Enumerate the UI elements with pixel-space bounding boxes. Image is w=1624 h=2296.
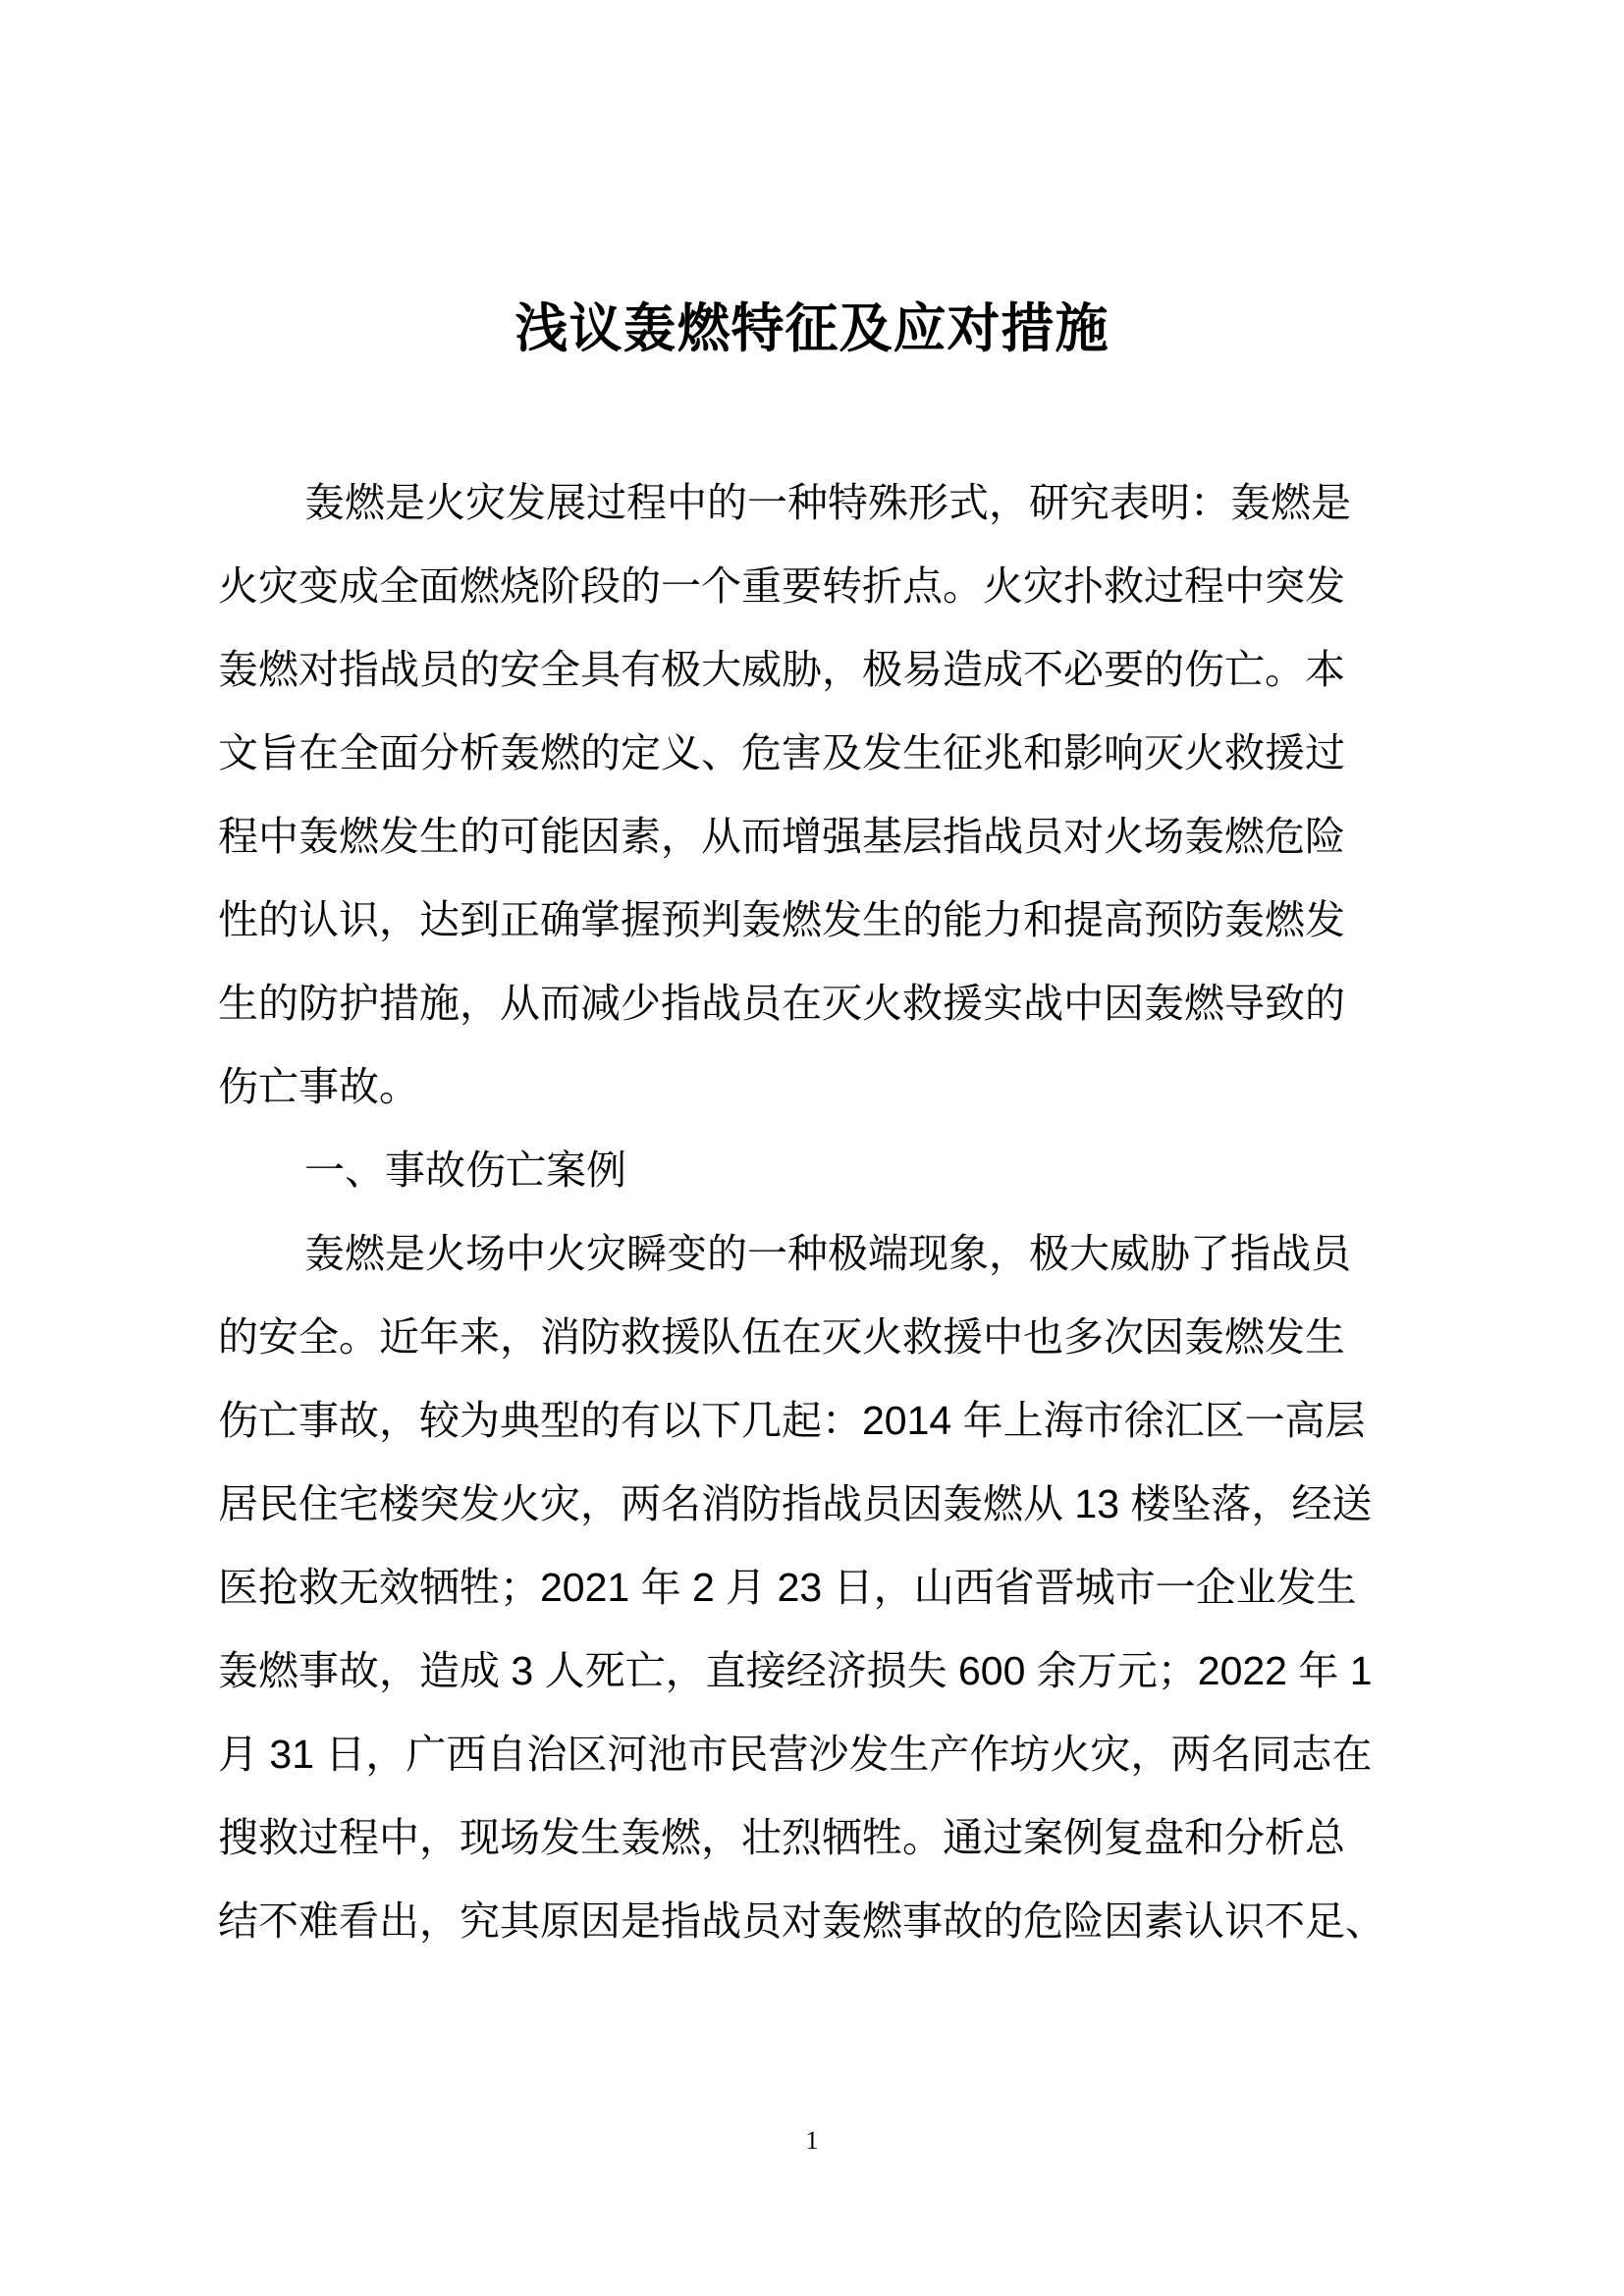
text-line: 生的防护措施，从而减少指战员在灭火救援实战中因轰燃导致的 — [218, 981, 1345, 1026]
text-line: 的安全。近年来，消防救援队伍在灭火救援中也多次因轰燃发生 — [218, 1314, 1345, 1360]
text-line: 医抢救无效牺牲；2021 年 2 月 23 日，山西省晋城市一企业发生 — [218, 1565, 1357, 1610]
text-line: 伤亡事故。 — [218, 1064, 419, 1109]
text-line: 程中轰燃发生的可能因素，从而增强基层指战员对火场轰燃危险 — [218, 814, 1345, 859]
paragraph-abstract — [218, 461, 1424, 1129]
text-line: 伤亡事故，较为典型的有以下几起：2014 年上海市徐汇区一高层 — [218, 1398, 1366, 1443]
text-line: 搜救过程中，现场发生轰燃，壮烈牺牲。通过案例复盘和分析总 — [218, 1815, 1345, 1860]
section-heading: 一、事故伤亡案例 — [304, 1148, 626, 1193]
text-line: 居民住宅楼突发火灾，两名消防指战员因轰燃从 13 楼坠落，经送 — [218, 1481, 1373, 1526]
text-line: 轰燃是火场中火灾瞬变的一种极端现象，极大威胁了指战员 — [304, 1231, 1351, 1276]
text-line: 火灾变成全面燃烧阶段的一个重要转折点。火灾扑救过程中突发 — [218, 563, 1345, 609]
paragraph-case-studies — [218, 1212, 1424, 1963]
text-line: 结不难看出，究其原因是指战员对轰燃事故的危险因素认识不足、 — [218, 1898, 1385, 1944]
text-line: 文旨在全面分析轰燃的定义、危害及发生征兆和影响灭火救援过 — [218, 730, 1345, 775]
text-line: 月 31 日，广西自治区河池市民营沙发生产作坊火灾，两名同志在 — [218, 1732, 1373, 1777]
page-number: 1 — [805, 2126, 819, 2155]
text-line: 轰燃是火灾发展过程中的一种特殊形式，研究表明：轰燃是 — [304, 480, 1351, 525]
text-line: 轰燃事故，造成 3 人死亡，直接经济损失 600 余万元；2022 年 1 — [218, 1648, 1373, 1693]
text-line: 轰燃对指战员的安全具有极大威胁，极易造成不必要的伤亡。本 — [218, 647, 1345, 692]
document-body — [218, 461, 1424, 1963]
text-line: 性的认识，达到正确掌握预判轰燃发生的能力和提高预防轰燃发 — [218, 897, 1345, 942]
page-title: 浅议轰燃特征及应对措施 — [514, 299, 1110, 358]
